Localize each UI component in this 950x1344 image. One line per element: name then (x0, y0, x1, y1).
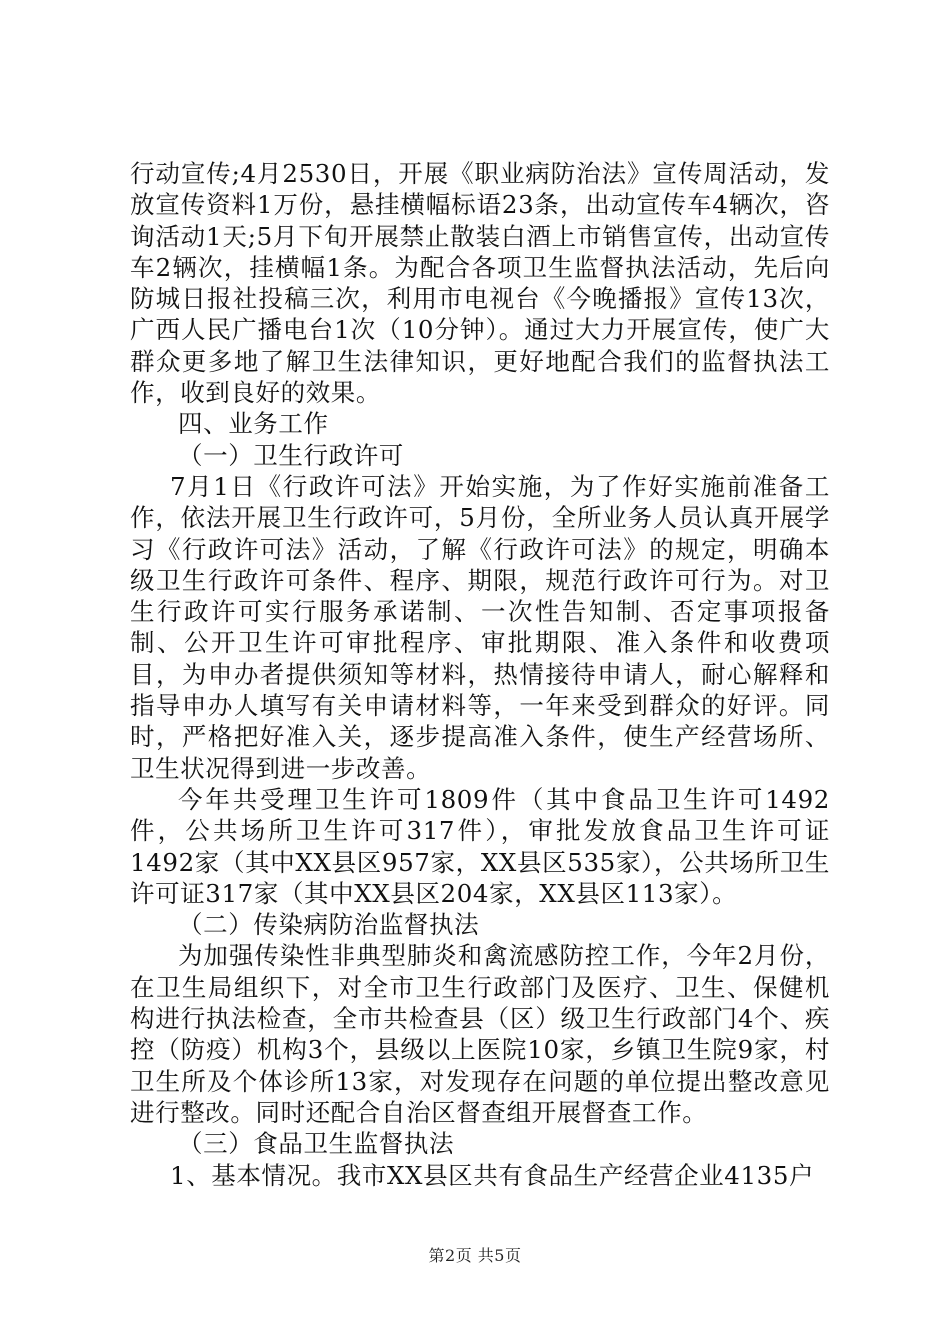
subheading-food-hygiene-enforcement: （三）食品卫生监督执法 (178, 1129, 455, 1159)
paragraph-license-statistics: 今年共受理卫生许可1809件（其中食品卫生许可1492件，公共场所卫生许可317件），审批发放食品卫生许可证1492家（其中XX县区957家，XX县区535家），公共场所卫生许可证317家（其中XX县区204家，XX县区113家）。 (130, 784, 830, 908)
document-body (130, 158, 830, 1191)
paragraph-admin-license-law: 7月1日《行政许可法》开始实施，为了作好实施前准备工作，依法开展卫生行政许可，5月份，全所业务人员认真开展学习《行政许可法》活动，了解《行政许可法》的规定，明确本级卫生行政许可条件、程序、期限，规范行政许可行为。对卫生行政许可实行服务承诺制、一次性告知制、否定事项报备制、公开卫生许可审批程序、审批期限、准入条件和收费项目，为申办者提供须知等材料，热情接待申请人，耐心解释和指导申办人填写有关申请材料等，一年来受到群众的好评。同时，严格把好准入关，逐步提高准入条件，使生产经营场所、卫生状况得到进一步改善。 (130, 471, 830, 783)
subheading-health-admin-license: （一）卫生行政许可 (178, 440, 404, 470)
heading-business-work: 四、业务工作 (178, 409, 329, 439)
paragraph-infectious-disease-inspection: 为加强传染性非典型肺炎和禽流感防控工作，今年2月份，在卫生局组织下，对全市卫生行政部门及医疗、卫生、保健机构进行执法检查，全市共检查县（区）级卫生行政部门4个、疾控（防疫）机构3个，县级以上医院10家，乡镇卫生院9家，村卫生所及个体诊所13家，对发现存在问题的单位提出整改意见进行整改。同时还配合自治区督查组开展督查工作。 (130, 941, 830, 1127)
page-number-footer: 第2页 共5页 (428, 1246, 522, 1265)
paragraph-food-basic-info: 1、基本情况。我市XX县区共有食品生产经营企业4135户 (170, 1160, 815, 1190)
subheading-infectious-disease-enforcement: （二）传染病防治监督执法 (178, 910, 480, 940)
paragraph-publicity-continued: 行动宣传;4月2530日，开展《职业病防治法》宣传周活动，发放宣传资料1万份，悬挂横幅标语23条，出动宣传车4辆次，咨询活动1天;5月下旬开展禁止散装白酒上市销售宣传，出动宣传车2辆次，挂横幅1条。为配合各项卫生监督执法活动，先后向防城日报社投稿三次，利用市电视台《今晚播报》宣传13次，广西人民广播电台1次（10分钟）。通过大力开展宣传，使广大群众更多地了解卫生法律知识，更好地配合我们的监督执法工作，收到良好的效果。 (130, 159, 830, 408)
